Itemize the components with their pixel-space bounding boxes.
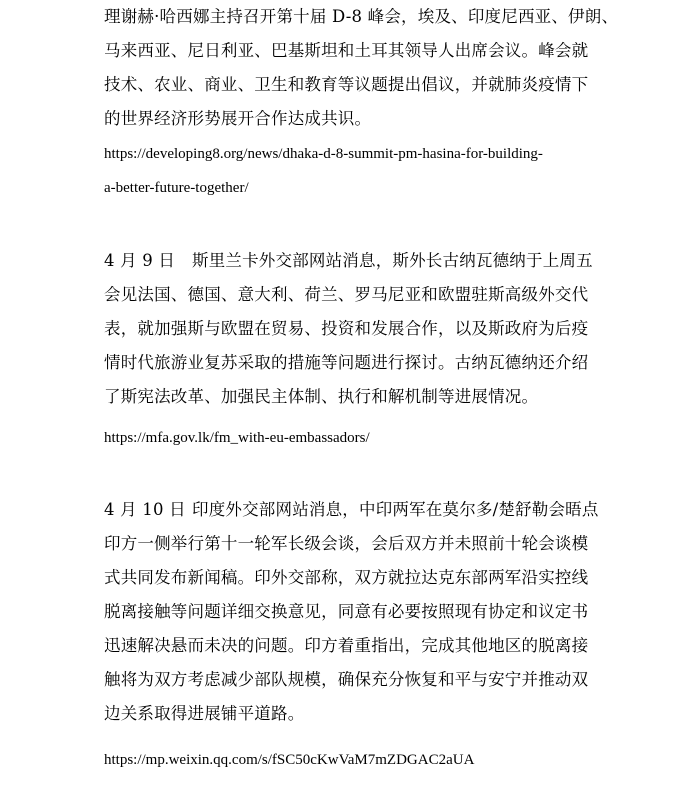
url-line: https://mp.weixin.qq.com/s/fSC50cKwVaM7mZDGAC2aUA: [104, 752, 475, 768]
url-line: https://developing8.org/news/dhaka-d-8-summit-pm-hasina-for-building-: [104, 146, 543, 162]
text-line: 边关系取得进展铺平道路。: [104, 704, 305, 723]
text-line: 情时代旅游业复苏采取的措施等问题进行探讨。古纳瓦德纳还介绍: [104, 353, 589, 372]
source-url-sri-lanka: [104, 421, 370, 455]
text-line: 触将为双方考虑减少部队规模，确保充分恢复和平与安宁并推动双: [104, 670, 589, 689]
text-line: 技术、农业、商业、卫生和教育等议题提出倡议，并就肺炎疫情下: [104, 75, 589, 94]
paragraph-sri-lanka: [104, 244, 593, 414]
url-line: a-better-future-together/: [104, 180, 249, 196]
entry-date: 4 月 9 日: [104, 251, 176, 270]
text-line-rest: 印度外交部网站消息，中印两军在莫尔多/楚舒勒会晤点: [192, 500, 599, 519]
entry-date: 4 月 10 日: [104, 500, 186, 519]
url-line: https://mfa.gov.lk/fm_with-eu-embassadors/: [104, 430, 370, 446]
text-line: 印方一侧举行第十一轮军长级会谈，会后双方并未照前十轮会谈模: [104, 534, 589, 553]
text-line: 马来西亚、尼日利亚、巴基斯坦和土耳其领导人出席会议。峰会就: [104, 41, 589, 60]
text-line: 脱离接触等问题详细交换意见，同意有必要按照现有协定和议定书: [104, 602, 589, 621]
text-line: [104, 244, 593, 278]
source-url-d8-summit: [104, 137, 543, 205]
text-line: 理谢赫·哈西娜主持召开第十届 D-8 峰会，埃及、印度尼西亚、伊朗、: [104, 7, 619, 26]
source-url-india: [104, 743, 474, 777]
text-line: 了斯宪法改革、加强民主体制、执行和解机制等进展情况。: [104, 387, 539, 406]
paragraph-d8-summit: [104, 0, 619, 136]
text-line: 表，就加强斯与欧盟在贸易、投资和发展合作，以及斯政府为后疫: [104, 319, 589, 338]
text-line-rest: 斯里兰卡外交部网站消息，斯外长古纳瓦德纳于上周五: [192, 251, 593, 270]
paragraph-india: [104, 493, 599, 731]
text-line: 会见法国、德国、意大利、荷兰、罗马尼亚和欧盟驻斯高级外交代: [104, 285, 589, 304]
text-line: [104, 493, 599, 527]
text-line: 的世界经济形势展开合作达成共识。: [104, 109, 372, 128]
text-line: 式共同发布新闻稿。印外交部称，双方就拉达克东部两军沿实控线: [104, 568, 589, 587]
text-line: 迅速解决悬而未决的问题。印方着重指出，完成其他地区的脱离接: [104, 636, 589, 655]
